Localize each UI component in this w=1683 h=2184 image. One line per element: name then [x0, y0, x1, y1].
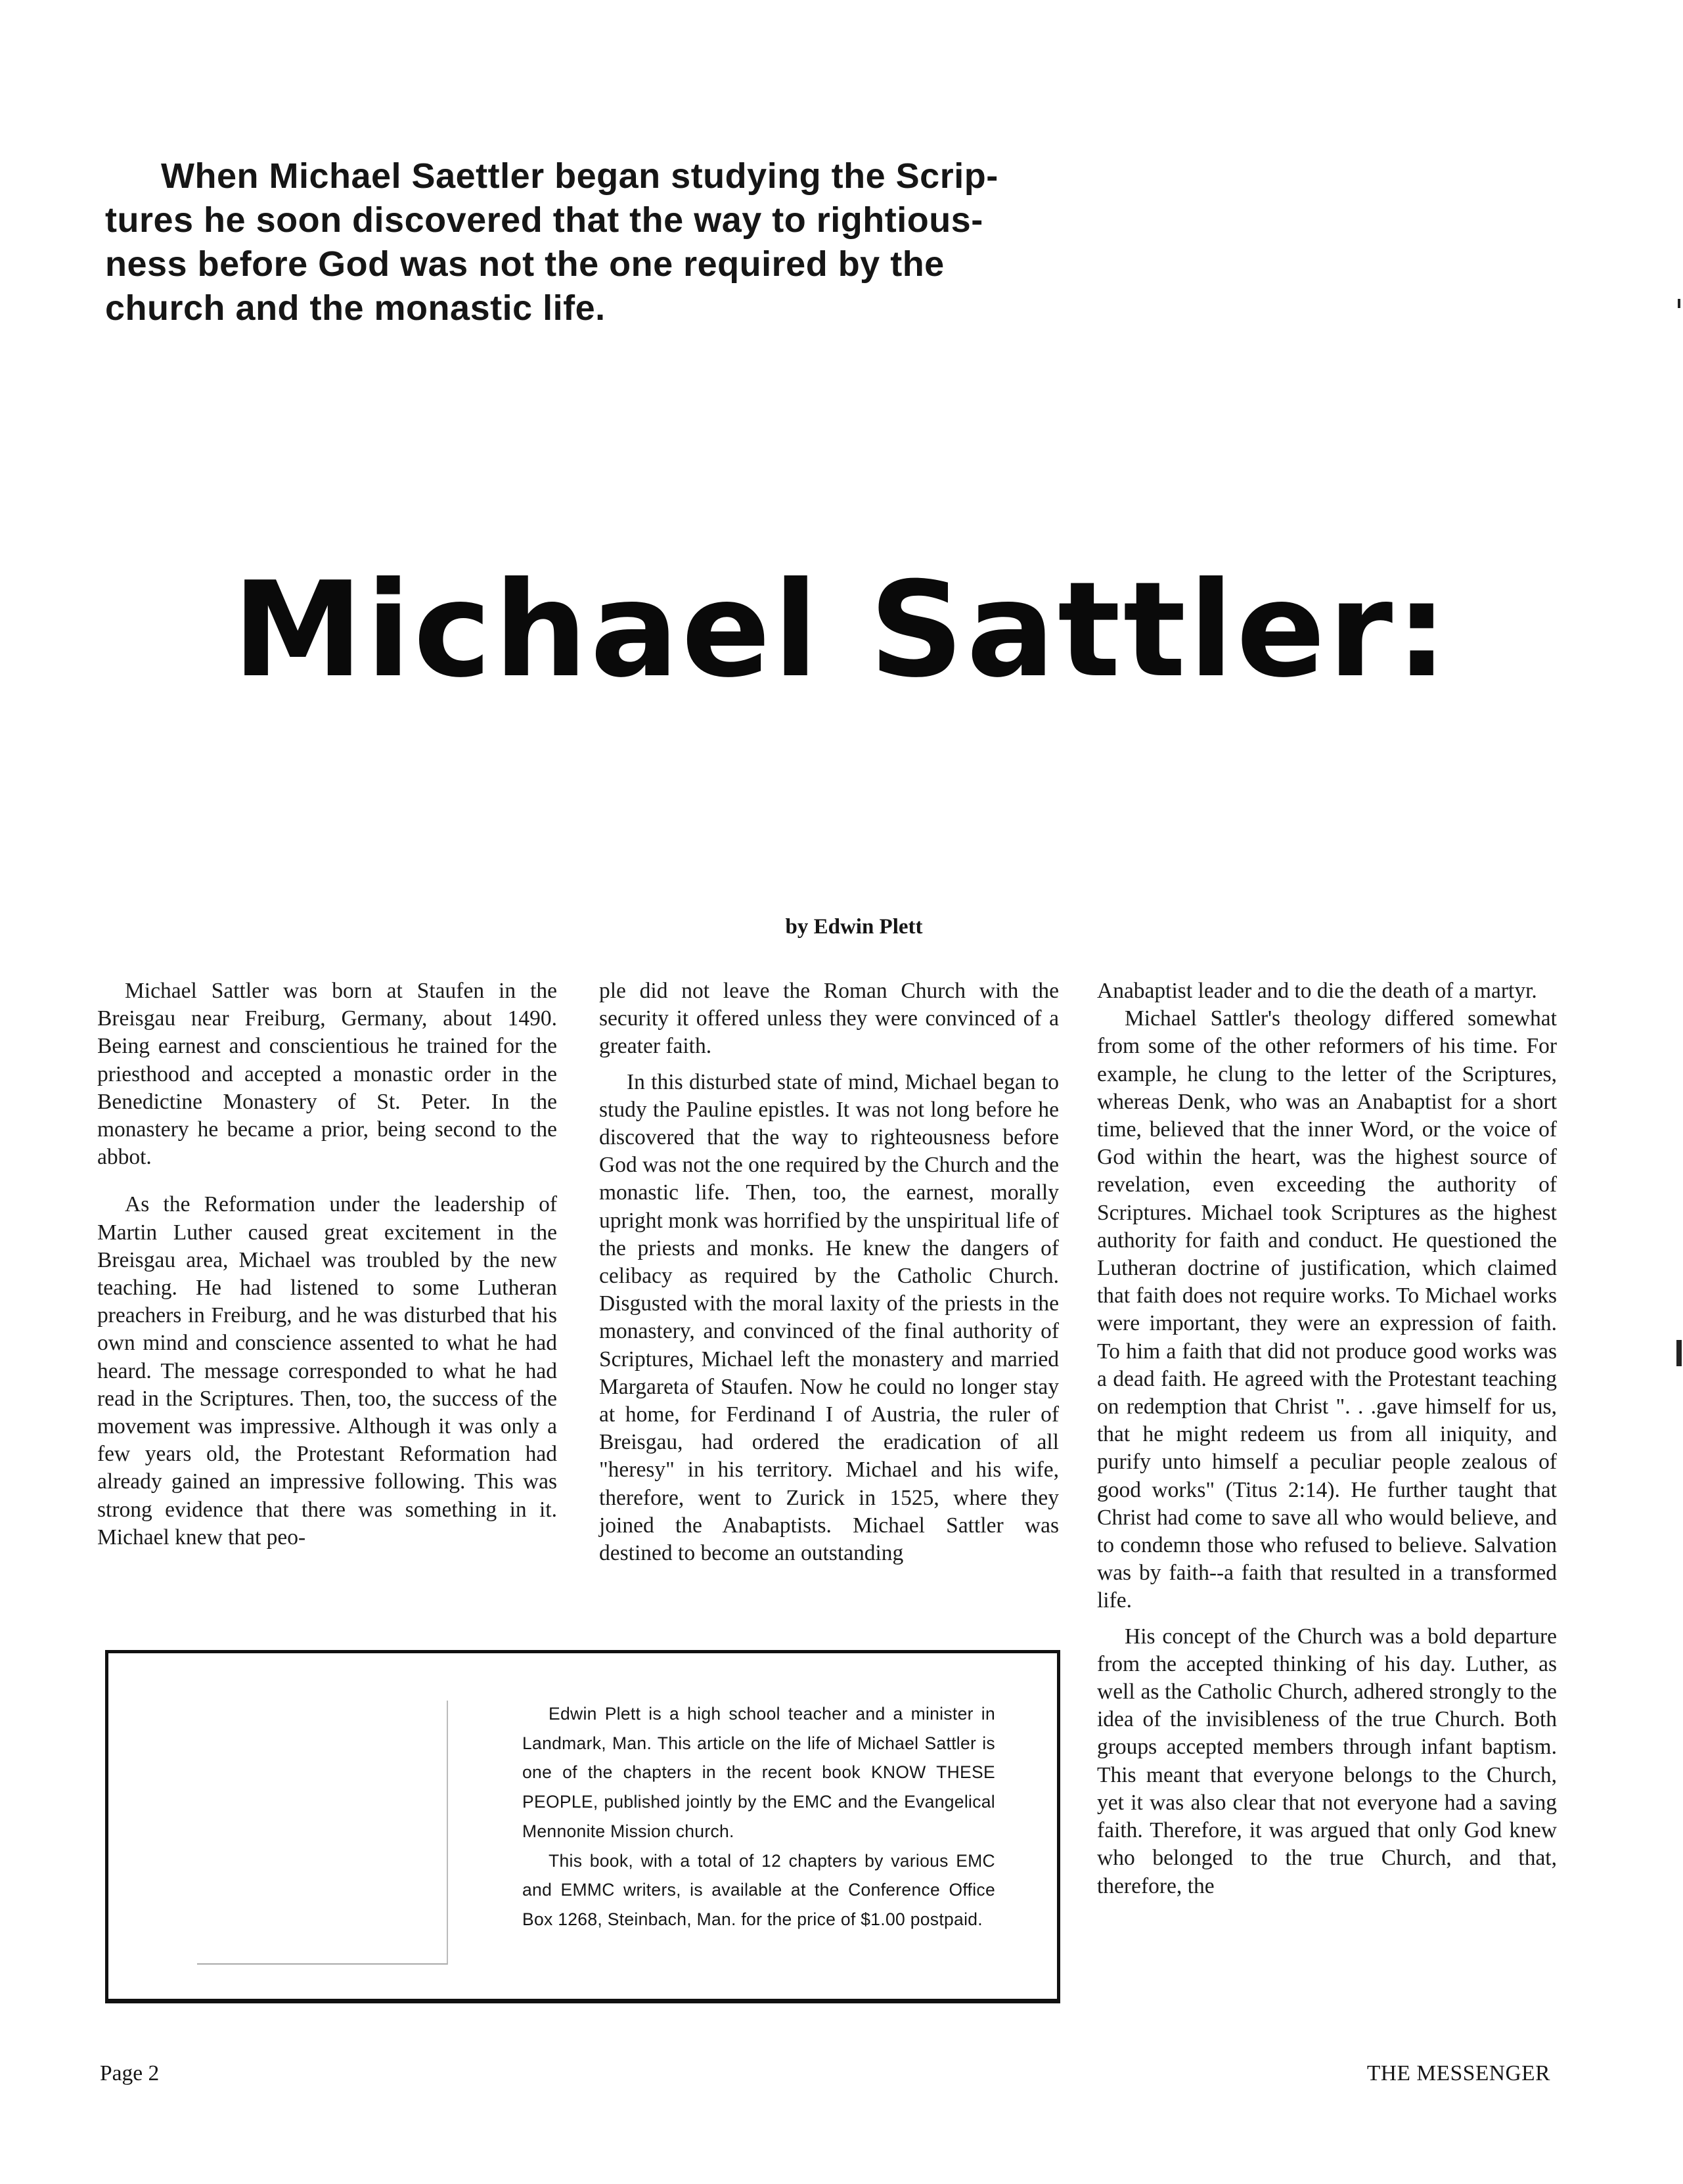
bio-paragraph: Edwin Plett is a high school teacher and a minister in Landmark, Man. This article on the life of Michael Sattler is one of the chapters in the recent book KNOW THESE PEOPLE, published jointly by the EMC and the Evangelical Mennonite Mission church.: [522, 1704, 995, 1841]
paragraph: ple did not leave the Roman Church with the security it offered unless they were convinced of a greater faith.: [599, 979, 1059, 1059]
paragraph: Anabaptist leader and to die the death of a martyr.: [1097, 979, 1537, 1003]
deck-line: church and the monastic life.: [105, 288, 606, 328]
column-2: [599, 977, 1059, 1634]
deck-quote: [105, 154, 1090, 330]
photo-placeholder: [197, 1701, 448, 1965]
column-3: [1097, 977, 1557, 2041]
deck-line: When Michael Saettler began studying the Scrip-: [161, 156, 999, 196]
author-bio: [522, 1699, 995, 1934]
edge-mark: [1676, 1340, 1682, 1366]
paragraph: In this disturbed state of mind, Michael began to study the Pauline epistles. It was not long before he discovered that the way to righteousness before God was not the one required by the Church and the monastic life. Then, too, the earnest, morally upright monk was horrified by the unspiritual life of the priests and monks. He knew the dangers of celibacy as required by the Catholic Church. Disgusted with the moral laxity of the priests in the monastery, and convinced of the final authority of Scriptures, Michael left the monastery and married Margareta of Staufen. Now he could no longer stay at home, for Ferdinand I of Austria, the ruler of Breisgau, had ordered the eradication of all "heresy" in his territory. Michael and his wife, therefore, went to Zurick in 1525, where they joined the Anabaptists. Michael Sattler was destined to become an outstanding: [599, 1069, 1059, 1566]
deck-line: ness before God was not the one required by the: [105, 244, 945, 284]
deck-line: tures he soon discovered that the way to rightious-: [105, 200, 983, 240]
author-info-box: [105, 1650, 1060, 2003]
paragraph: As the Reformation under the leadership of Martin Luther caused great excitement in the Breisgau area, Michael was troubled by the new teaching. He had listened to some Lutheran preachers in Freiburg, and he was disturbed that his own mind and conscience assented to what he had heard. The message corresponded to what he had read in the Scriptures. Then, too, the success of the movement was impressive. Although it was only a few years old, the Protestant Reformation had already gained an impressive following. This was strong evidence that there was something in it. Michael knew that peo-: [97, 1192, 557, 1549]
article-title: Michael Sattler:: [232, 554, 1451, 707]
page-number: Page 2: [100, 2061, 160, 2085]
edge-mark: [1678, 299, 1680, 308]
paragraph: His concept of the Church was a bold departure from the accepted thinking of his day. Luther, as well as the Catholic Church, adhered strongly to the idea of the invisibleness of the true Church. Both groups accepted members through infant baptism. This meant that everyone belongs to the Church, yet it was also clear that not everyone had a saving faith. Therefore, it was argued that only God knew who belonged to the true Church, and that, therefore, the: [1097, 1624, 1557, 1898]
publication-name: THE MESSENGER: [1366, 2061, 1550, 2085]
column-1: [97, 977, 557, 1634]
byline: by Edwin Plett: [785, 915, 923, 939]
paragraph: Michael Sattler was born at Staufen in the Breisgau near Freiburg, Germany, about 1490. Being earnest and conscientious he trained for the priesthood and accepted a monastic order in the Benedictine Monastery of St. Peter. In the monastery he became a prior, being second to the abbot.: [97, 979, 557, 1170]
paragraph: Michael Sattler's theology differed somewhat from some of the other reformers of his time. For example, he clung to the letter of the Scriptures, whereas Denk, who was an Anabaptist for a short time, believed that the inner Word, or the voice of God within the heart, was the highest source of revelation, even exceeding the authority of Scriptures. Michael took Scriptures as the highest authority for faith and conduct. He questioned the Lutheran doctrine of justification, which claimed that faith does not require works. To Michael works were important, they were an expression of faith. To him a faith that did not produce good works was a dead faith. He agreed with the Protestant teaching on redemption that Christ ". . .gave himself for us, that he might redeem us from all iniquity, and purify unto himself a peculiar people zealous of good works" (Titus 2:14). He further taught that Christ had come to save all who would believe, and to condemn those who refused to believe. Salvation was by faith--a faith that resulted in a transformed life.: [1097, 1006, 1557, 1613]
bio-paragraph: This book, with a total of 12 chapters by various EMC and EMMC writers, is available at the Conference Office Box 1268, Steinbach, Man. for the price of $1.00 postpaid.: [522, 1850, 995, 1929]
